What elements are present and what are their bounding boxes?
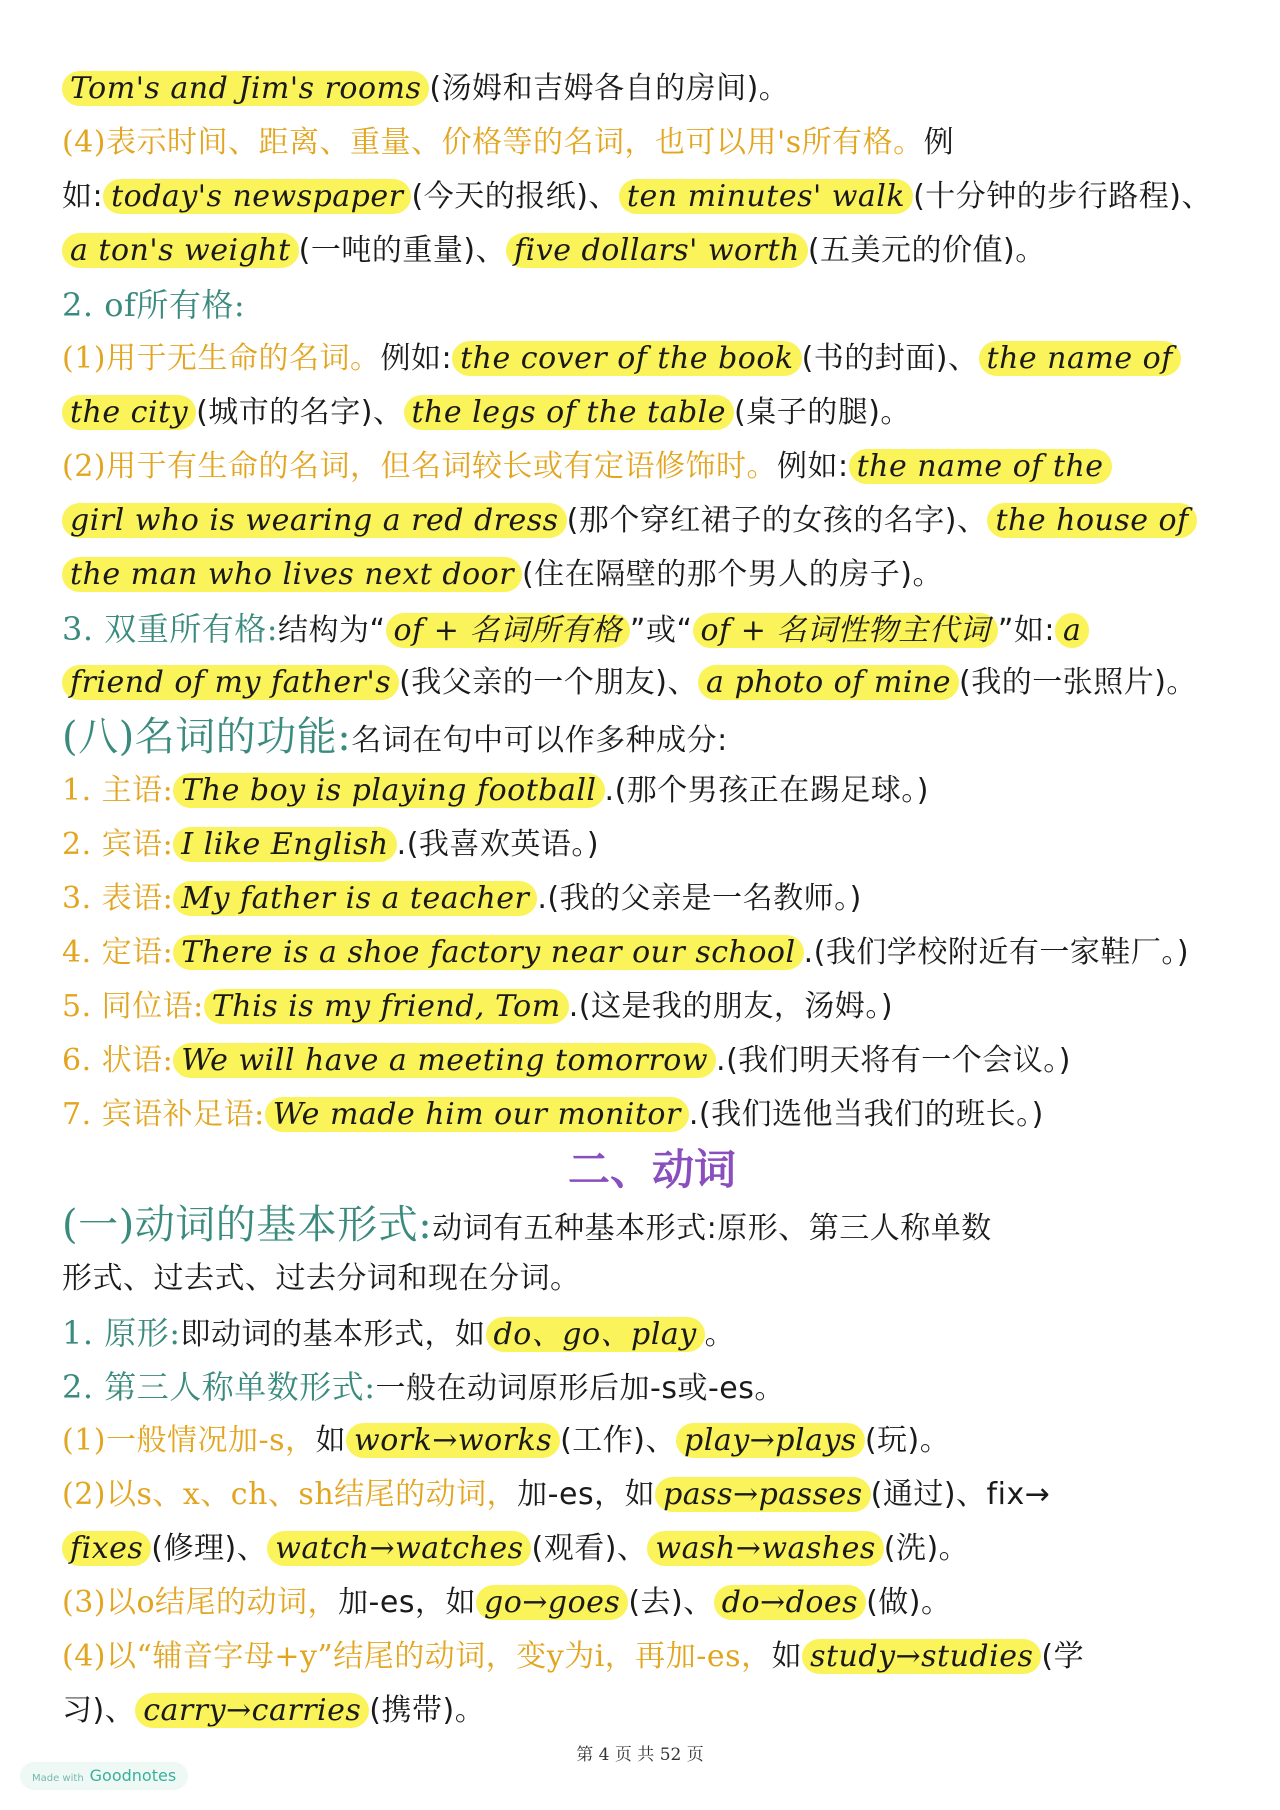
highlighted-example: My father is a teacher (173, 881, 537, 916)
highlighted-example: We will have a meeting tomorrow (173, 1043, 716, 1078)
text-line (62, 440, 1242, 494)
text-line (62, 602, 1242, 656)
text-span: 例 (923, 125, 955, 160)
highlighted-example: fixes (62, 1531, 151, 1566)
text-line (62, 278, 1242, 332)
text-span: (十分钟的步行路程)、 (913, 179, 1213, 214)
section-heading: (一)动词的基本形式: (62, 1202, 433, 1248)
text-line (62, 1088, 1242, 1142)
text-line (62, 1034, 1242, 1088)
rule-label: (1)一般情况加-s， (62, 1423, 316, 1458)
text-span: .(我喜欢英语。) (396, 827, 600, 862)
text-span: (我父亲的一个朋友)、 (399, 665, 699, 700)
text-span: 如 (315, 1423, 347, 1458)
highlighted-example: We made him our monitor (265, 1097, 689, 1132)
highlighted-example: friend of my father's (62, 665, 399, 700)
text-span: 。 (704, 1317, 736, 1352)
highlighted-example: of + 名词性物主代词 (693, 613, 998, 648)
text-span: (城市的名字)、 (196, 395, 404, 430)
section-heading: 2. 第三人称单数形式: (62, 1368, 376, 1406)
highlighted-example: go→goes (476, 1585, 628, 1620)
badge-brand: Goodnotes (89, 1766, 177, 1785)
highlighted-example: a photo of mine (698, 665, 959, 700)
highlighted-example: The boy is playing football (173, 773, 604, 808)
highlighted-example: work→works (346, 1423, 560, 1458)
text-span: (洗)。 (883, 1531, 970, 1566)
text-span: ”或“ (629, 613, 693, 648)
rule-label: 4. 定语: (62, 935, 174, 970)
section-heading: (八)名词的功能: (62, 714, 352, 760)
text-line (62, 1360, 1242, 1414)
text-line (62, 170, 1242, 224)
section-heading: 1. 原形: (62, 1314, 181, 1352)
highlighted-example: today's newspaper (103, 179, 411, 214)
text-line (62, 1252, 1242, 1306)
text-line (62, 1522, 1242, 1576)
highlighted-example: the legs of the table (404, 395, 735, 430)
rule-label: 3. 表语: (62, 881, 174, 916)
text-span: 如 (771, 1639, 803, 1674)
text-line (62, 1684, 1242, 1738)
text-span: .(这是我的朋友，汤姆。) (568, 989, 894, 1024)
text-span: (工作)、 (560, 1423, 677, 1458)
text-span: 如: (62, 179, 104, 214)
goodnotes-badge (20, 1762, 188, 1790)
text-span: (书的封面)、 (801, 341, 979, 376)
text-span: 名词在句中可以作多种成分: (351, 723, 728, 758)
text-span: 一般在动词原形后加-s或-es。 (375, 1371, 785, 1406)
text-span: (携带)。 (369, 1693, 486, 1728)
rule-label: (2)以s、x、ch、sh结尾的动词， (62, 1477, 518, 1512)
highlighted-example: girl who is wearing a red dress (62, 503, 567, 538)
text-line (62, 224, 1242, 278)
text-span: 习)、 (62, 1693, 136, 1728)
section-heading: 2. of所有格: (62, 286, 246, 324)
text-line (62, 710, 1242, 764)
rule-label: 7. 宾语补足语: (62, 1097, 265, 1132)
text-span: 结构为“ (278, 613, 386, 648)
rule-label: (4)以“辅音字母+y”结尾的动词，变y为i，再加-es， (62, 1639, 772, 1674)
text-line (62, 548, 1242, 602)
text-span: (学 (1041, 1639, 1085, 1674)
text-line (62, 1468, 1242, 1522)
rule-label: (3)以o结尾的动词， (62, 1585, 339, 1620)
text-span: 形式、过去式、过去分词和现在分词。 (62, 1261, 581, 1296)
text-span: (那个穿红裙子的女孩的名字)、 (566, 503, 988, 538)
text-span: .(我们明天将有一个会议。) (716, 1043, 1071, 1078)
text-line (62, 656, 1242, 710)
highlighted-example: pass→passes (655, 1477, 871, 1512)
highlighted-example: the name of (979, 341, 1181, 376)
highlighted-example: the house of (987, 503, 1196, 538)
highlighted-example: five dollars' worth (506, 233, 808, 268)
text-span: 例如: (777, 449, 849, 484)
text-span: (玩)。 (864, 1423, 951, 1458)
text-span: (做)。 (866, 1585, 952, 1620)
rule-label: 6. 状语: (62, 1043, 174, 1078)
page-number: 第 4 页 共 52 页 (576, 1745, 704, 1765)
text-span: .(那个男孩正在踢足球。) (604, 773, 929, 808)
text-span: (桌子的腿)。 (734, 395, 911, 430)
text-span: (一吨的重量)、 (298, 233, 507, 268)
rule-label: 2. 宾语: (62, 827, 174, 862)
text-span: ”如: (997, 613, 1056, 648)
text-line (62, 764, 1242, 818)
text-line (62, 494, 1242, 548)
text-span: 动词有五种基本形式:原形、第三人称单数 (432, 1211, 992, 1246)
text-line (62, 62, 1242, 116)
text-span: .(我的父亲是一名教师。) (537, 881, 862, 916)
text-span: 加-es，如 (338, 1585, 476, 1620)
highlighted-example: a ton's weight (62, 233, 299, 268)
badge-prefix: Made with (32, 1773, 84, 1784)
text-span: (通过)、fix→ (870, 1477, 1051, 1512)
text-line (62, 1306, 1242, 1360)
text-span: (汤姆和吉姆各自的房间)。 (429, 71, 790, 106)
text-span: .(我们选他当我们的班长。) (688, 1097, 1044, 1132)
text-span: (去)、 (628, 1585, 714, 1620)
text-span: (我的一张照片)。 (959, 665, 1197, 700)
section-heading: 3. 双重所有格: (62, 610, 278, 648)
highlighted-example: ten minutes' walk (619, 179, 913, 214)
highlighted-example: There is a shoe factory near our school (173, 935, 803, 970)
text-line (62, 872, 1242, 926)
text-line (62, 386, 1242, 440)
section-title: 二、动词 (567, 1145, 736, 1194)
highlighted-example: the name of the (849, 449, 1112, 484)
highlighted-example: of + 名词所有格 (386, 613, 630, 648)
text-span: (观看)、 (531, 1531, 648, 1566)
highlighted-example: This is my friend, Tom (204, 989, 569, 1024)
text-span: .(我们学校附近有一家鞋厂。) (803, 935, 1190, 970)
highlighted-example: the city (62, 395, 196, 430)
text-line (62, 980, 1242, 1034)
notes-page (62, 62, 1242, 1738)
text-span: (修理)、 (151, 1531, 268, 1566)
highlighted-example: carry→carries (135, 1693, 369, 1728)
highlighted-example: I like English (173, 827, 396, 862)
highlighted-example: play→plays (676, 1423, 865, 1458)
text-span: 即动词的基本形式，如 (180, 1317, 486, 1352)
highlighted-example: study→studies (802, 1639, 1041, 1674)
rule-label: (2)用于有生命的名词，但名词较长或有定语修饰时。 (62, 449, 777, 484)
highlighted-example: do→does (714, 1585, 866, 1620)
rule-label: (1)用于无生命的名词。 (62, 341, 381, 376)
text-line (62, 818, 1242, 872)
rule-label: 1. 主语: (62, 773, 174, 808)
highlighted-example: do、go、play (486, 1317, 705, 1352)
text-line (62, 1576, 1242, 1630)
text-span: 加-es，如 (517, 1477, 656, 1512)
text-line (62, 926, 1242, 980)
text-span: (今天的报纸)、 (411, 179, 619, 214)
text-line (62, 1198, 1242, 1252)
text-span: (住在隔壁的那个男人的房子)。 (522, 557, 943, 592)
text-line (62, 332, 1242, 386)
text-line (62, 116, 1242, 170)
text-line (62, 1630, 1242, 1684)
highlighted-example: watch→watches (267, 1531, 531, 1566)
text-span: 例如: (380, 341, 453, 376)
highlighted-example: the cover of the book (452, 341, 801, 376)
text-line (62, 1414, 1242, 1468)
highlighted-example: the man who lives next door (62, 557, 522, 592)
highlighted-example: a (1055, 613, 1089, 648)
rule-label: (4)表示时间、距离、重量、价格等的名词，也可以用's所有格。 (62, 125, 924, 160)
highlighted-example: wash→washes (647, 1531, 883, 1566)
rule-label: 5. 同位语: (62, 989, 204, 1024)
highlighted-example: Tom's and Jim's rooms (62, 71, 429, 106)
text-span: (五美元的价值)。 (807, 233, 1046, 268)
